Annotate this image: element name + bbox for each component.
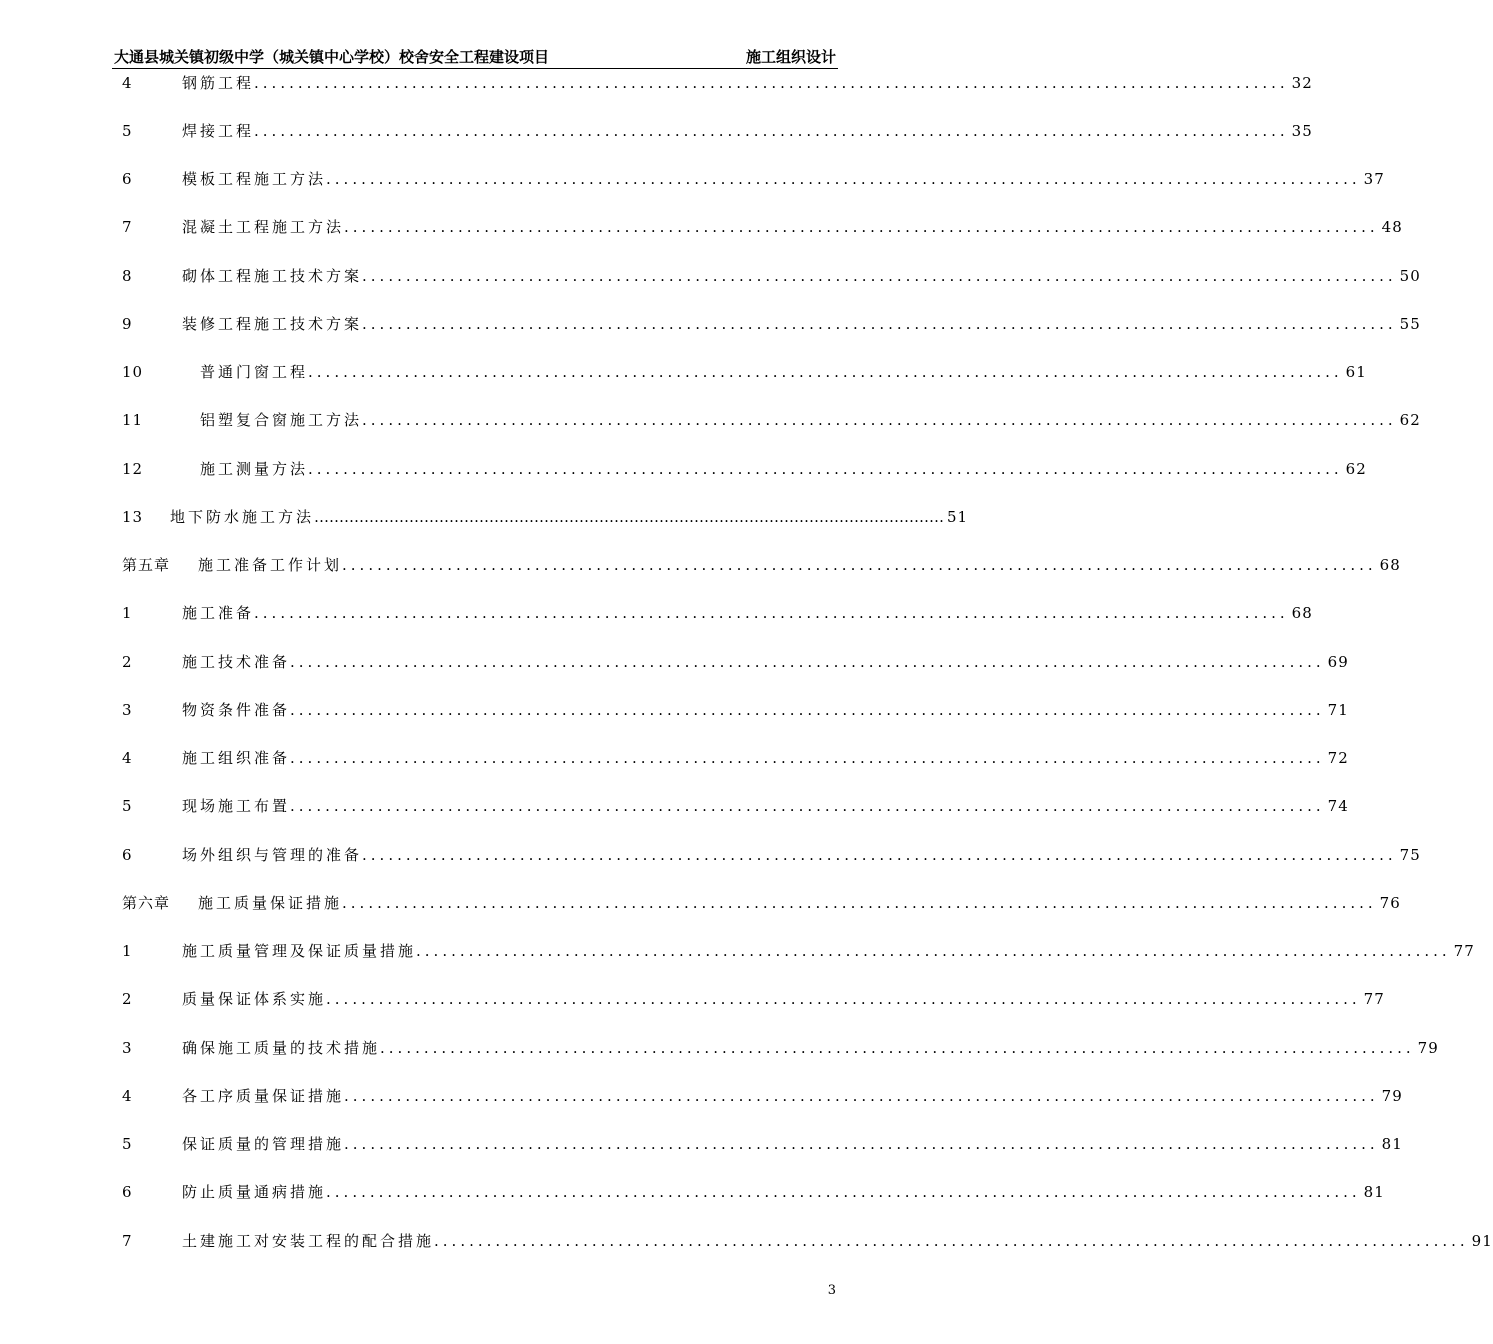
toc-leader: ...................................................................................................................... [344,218,1379,236]
toc-entry-number: 6 [122,846,133,864]
toc-entry-title: 各工序质量保证措施 [182,1087,345,1105]
toc-entry-title: 施工测量方法 [200,460,309,478]
toc-leader: ...................................................................................................................... [254,604,1289,622]
toc-leader: ...................................................................................................................... [308,460,1343,478]
toc-leader: ...................................................................................................................... [342,556,1377,574]
toc-entry[interactable] [122,843,1421,865]
toc-chapter-number: 第六章 [122,894,171,912]
toc-entry-title: 土建施工对安装工程的配合措施 [182,1232,435,1250]
toc-leader: ...................................................................................................................... [326,170,1361,188]
toc-entry[interactable] [122,1084,1403,1106]
toc-entry-number: 12 [122,460,144,478]
toc-entry-number: 5 [122,122,133,140]
toc-entry-title: 地下防水施工方法 [170,508,315,526]
toc-entry-page: 91 [1471,1232,1493,1250]
toc-entry-page: 62 [1345,460,1367,478]
toc-chapter-number: 第五章 [122,556,171,574]
toc-entry-title: 质量保证体系实施 [182,990,327,1008]
toc-entry[interactable] [122,119,1313,141]
toc-entry-title: 防止质量通病措施 [182,1183,327,1201]
toc-entry-number: 4 [122,749,133,767]
toc-entry-title: 施工质量保证措施 [198,894,343,912]
toc-leader: ...................................................................................................................... [344,1135,1379,1153]
toc-leader: ...................................................................................................................... [344,1087,1379,1105]
toc-leader: ...................................................................................................................... [326,1183,1361,1201]
toc-entry-page: 72 [1327,749,1349,767]
toc-entry-page: 81 [1381,1135,1403,1153]
page-header [112,44,838,69]
toc-entry[interactable] [122,650,1349,672]
toc-entry-title: 施工准备 [182,604,255,622]
toc-entry-page: 76 [1379,894,1401,912]
toc-leader: ...................................................................................................................... [290,797,1325,815]
toc-leader: ...................................................................................................................... [290,701,1325,719]
toc-entry[interactable] [122,264,1421,286]
toc-entry-number: 2 [122,653,133,671]
toc-entry-number: 11 [122,411,144,429]
toc-entry-page: 77 [1363,990,1385,1008]
toc-entry-number: 5 [122,1135,133,1153]
toc-entry-title: 施工技术准备 [182,653,291,671]
toc-entry-page: 50 [1399,267,1421,285]
toc-leader: ...................................................................................................................... [362,411,1397,429]
toc-entry-page: 69 [1327,653,1349,671]
toc-entry-number: 1 [122,604,133,622]
toc-entry-page: 61 [1345,363,1367,381]
toc-entry-title: 确保施工质量的技术措施 [182,1039,381,1057]
toc-entry-number: 3 [122,701,133,719]
toc-entry-page: 68 [1291,604,1313,622]
toc-entry[interactable] [122,746,1349,768]
toc-entry[interactable] [122,71,1313,93]
toc-entry[interactable] [122,939,1475,961]
toc-entry-number: 7 [122,1232,133,1250]
toc-leader: ...................................................................................................................... [362,267,1397,285]
toc-entry-page: 32 [1291,74,1313,92]
toc-entry-title: 物资条件准备 [182,701,291,719]
toc-entry-title: 施工组织准备 [182,749,291,767]
toc-leader: ...................................................................................................................... [326,990,1361,1008]
toc-entry-number: 6 [122,1183,133,1201]
document-type: 施工组织设计 [745,48,836,66]
toc-entry-number: 8 [122,267,133,285]
toc-chapter-entry[interactable] [122,553,1401,575]
toc-entry-page: 62 [1399,411,1421,429]
toc-entry-page: 75 [1399,846,1421,864]
toc-entry-number: 2 [122,990,133,1008]
toc-leader: ...................................................................................................................... [290,653,1325,671]
toc-leader: ...................................................................................................................... [416,942,1451,960]
toc-leader: ...................................................................................................................... [362,846,1397,864]
toc-entry[interactable] [122,1036,1439,1058]
toc-entry[interactable] [122,457,1367,479]
toc-entry-page: 48 [1381,218,1403,236]
toc-entry[interactable] [122,1132,1403,1154]
toc-leader: ...................................................................................................................... [254,122,1289,140]
toc-entry-page: 37 [1363,170,1385,188]
toc-entry-page: 79 [1381,1087,1403,1105]
toc-entry[interactable] [122,698,1349,720]
toc-entry-number: 5 [122,797,133,815]
toc-entry-number: 4 [122,74,133,92]
document-title: 大通县城关镇初级中学（城关镇中心学校）校舍安全工程建设项目 [114,48,550,66]
toc-entry[interactable] [122,505,969,527]
toc-entry-page: 77 [1453,942,1475,960]
toc-entry-page: 68 [1379,556,1401,574]
toc-leader: ...................................................................................................................... [308,363,1343,381]
toc-leader: ...................................................................................................................... [290,749,1325,767]
toc-entry-title: 混凝土工程施工方法 [182,218,345,236]
toc-entry[interactable] [122,601,1313,623]
toc-entry[interactable] [122,987,1385,1009]
toc-entry[interactable] [122,312,1421,334]
toc-entry-page: 55 [1399,315,1421,333]
toc-entry-page: 71 [1327,701,1349,719]
toc-entry-title: 焊接工程 [182,122,255,140]
toc-leader: ...................................................................................................................... [434,1232,1469,1250]
toc-leader: ...................................................................................................................... [342,894,1377,912]
toc-entry-number: 1 [122,942,133,960]
toc-entry[interactable] [122,360,1367,382]
page-number: 3 [827,1283,836,1298]
toc-entry-title: 现场施工布置 [182,797,291,815]
toc-leader: ...................................................................................................................... [380,1039,1415,1057]
toc-entry-page: 79 [1417,1039,1439,1057]
toc-entry-title: 普通门窗工程 [200,363,309,381]
toc-entry-title: 铝塑复合窗施工方法 [200,411,363,429]
toc-entry-page: 74 [1327,797,1349,815]
toc-chapter-entry[interactable] [122,891,1401,913]
toc-entry-title: 场外组织与管理的准备 [182,846,363,864]
toc-entry-number: 7 [122,218,133,236]
toc-entry-number: 6 [122,170,133,188]
toc-entry-number: 9 [122,315,133,333]
toc-entry[interactable] [122,1229,1493,1251]
toc-entry-number: 13 [122,508,144,526]
toc-entry[interactable] [122,794,1349,816]
toc-entry-title: 施工质量管理及保证质量措施 [182,942,417,960]
toc-entry[interactable] [122,1180,1385,1202]
toc-entry-title: 施工准备工作计划 [198,556,343,574]
toc-leader: ...................................................................................................................... [254,74,1289,92]
toc-entry-number: 3 [122,1039,133,1057]
toc-entry-title: 模板工程施工方法 [182,170,327,188]
toc-entry-page: 81 [1363,1183,1385,1201]
toc-entry-title: 钢筋工程 [182,74,255,92]
toc-entry-title: 保证质量的管理措施 [182,1135,345,1153]
toc-entry-page: 51 [947,508,969,526]
toc-entry[interactable] [122,215,1403,237]
toc-entry-title: 砌体工程施工技术方案 [182,267,363,285]
toc-entry-number: 4 [122,1087,133,1105]
toc-entry[interactable] [122,167,1385,189]
toc-entry-page: 35 [1291,122,1313,140]
toc-entry-title: 装修工程施工技术方案 [182,315,363,333]
toc-entry-number: 10 [122,363,144,381]
toc-leader: ...................................................................................................................... [362,315,1397,333]
toc-leader: ……………………………………………………………………………………………………………… [314,508,945,526]
toc-entry[interactable] [122,408,1421,430]
